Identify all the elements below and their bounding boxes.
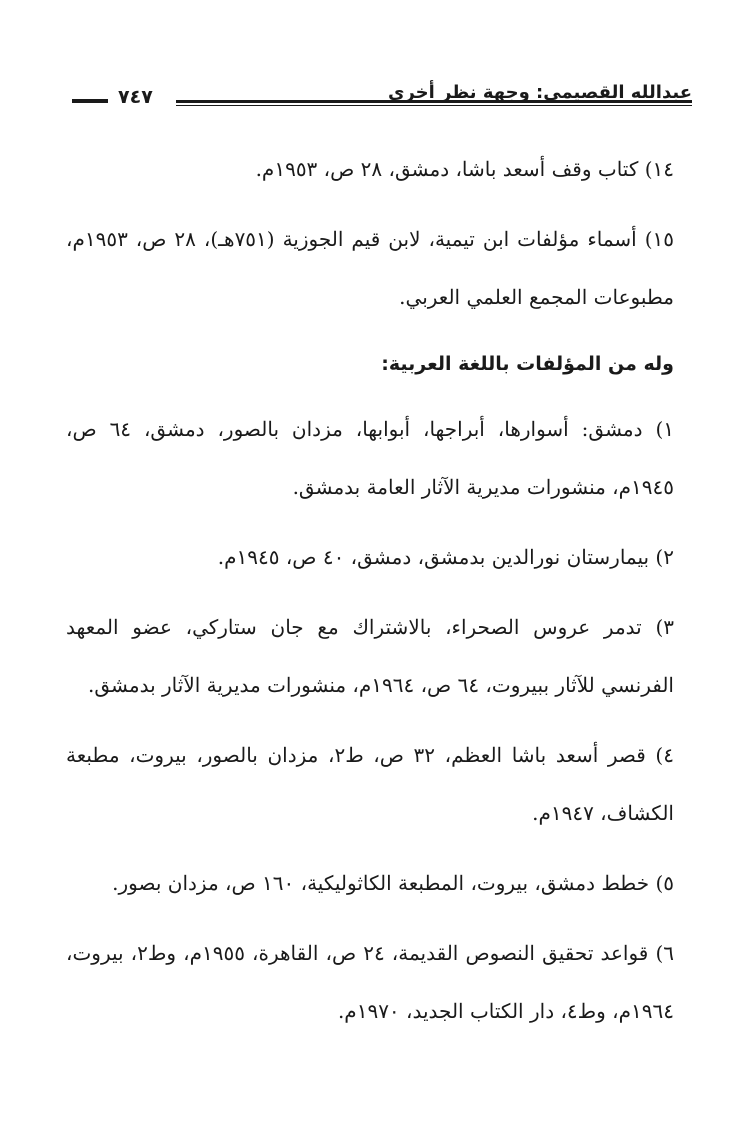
list-item: ٢) بيمارستان نورالدين بدمشق، دمشق، ٤٠ ص، ١٩٤٥م. <box>217 545 674 569</box>
list-item: ١٥) أسماء مؤلفات ابن تيمية، لابن قيم الجوزية (٧٥١هـ)، ٢٨ ص، ١٩٥٣م، مطبوعات المجمع العلمي العربي. <box>66 227 674 309</box>
list-item: ١) دمشق: أسوارها، أبراجها، أبوابها، مزدان بالصور، دمشق، ٦٤ ص، ١٩٤٥م، منشورات مديرية الآثار العامة بدمشق. <box>66 417 674 499</box>
section-heading: وله من المؤلفات باللغة العربية: <box>381 353 674 375</box>
running-title: عبدالله القصيمي: وجهة نظر أخرى <box>387 82 692 103</box>
list-item: ٦) قواعد تحقيق النصوص القديمة، ٢٤ ص، القاهرة، ١٩٥٥م، وط٢، بيروت، ١٩٦٤م، وط٤، دار الكتاب الجديد، ١٩٧٠م. <box>66 941 674 1023</box>
list-item: ٤) قصر أسعد باشا العظم، ٣٢ ص، ط٢، مزدان بالصور، بيروت، مطبعة الكشاف، ١٩٤٧م. <box>66 743 674 825</box>
page-body <box>66 140 674 1052</box>
page-number: ٧٤٧ <box>118 86 153 108</box>
list-item: ٥) خطط دمشق، بيروت، المطبعة الكاثوليكية، ١٦٠ ص، مزدان بصور. <box>112 871 674 895</box>
header-short-rule <box>72 99 108 103</box>
page-header <box>72 82 692 118</box>
list-item: ٣) تدمر عروس الصحراء، بالاشتراك مع جان ستاركي، عضو المعهد الفرنسي للآثار ببيروت، ٦٤ ص، ١٩٦٤م، منشورات مديرية الآثار بدمشق. <box>66 615 674 697</box>
list-item: ١٤) كتاب وقف أسعد باشا، دمشق، ٢٨ ص، ١٩٥٣م. <box>255 157 674 181</box>
